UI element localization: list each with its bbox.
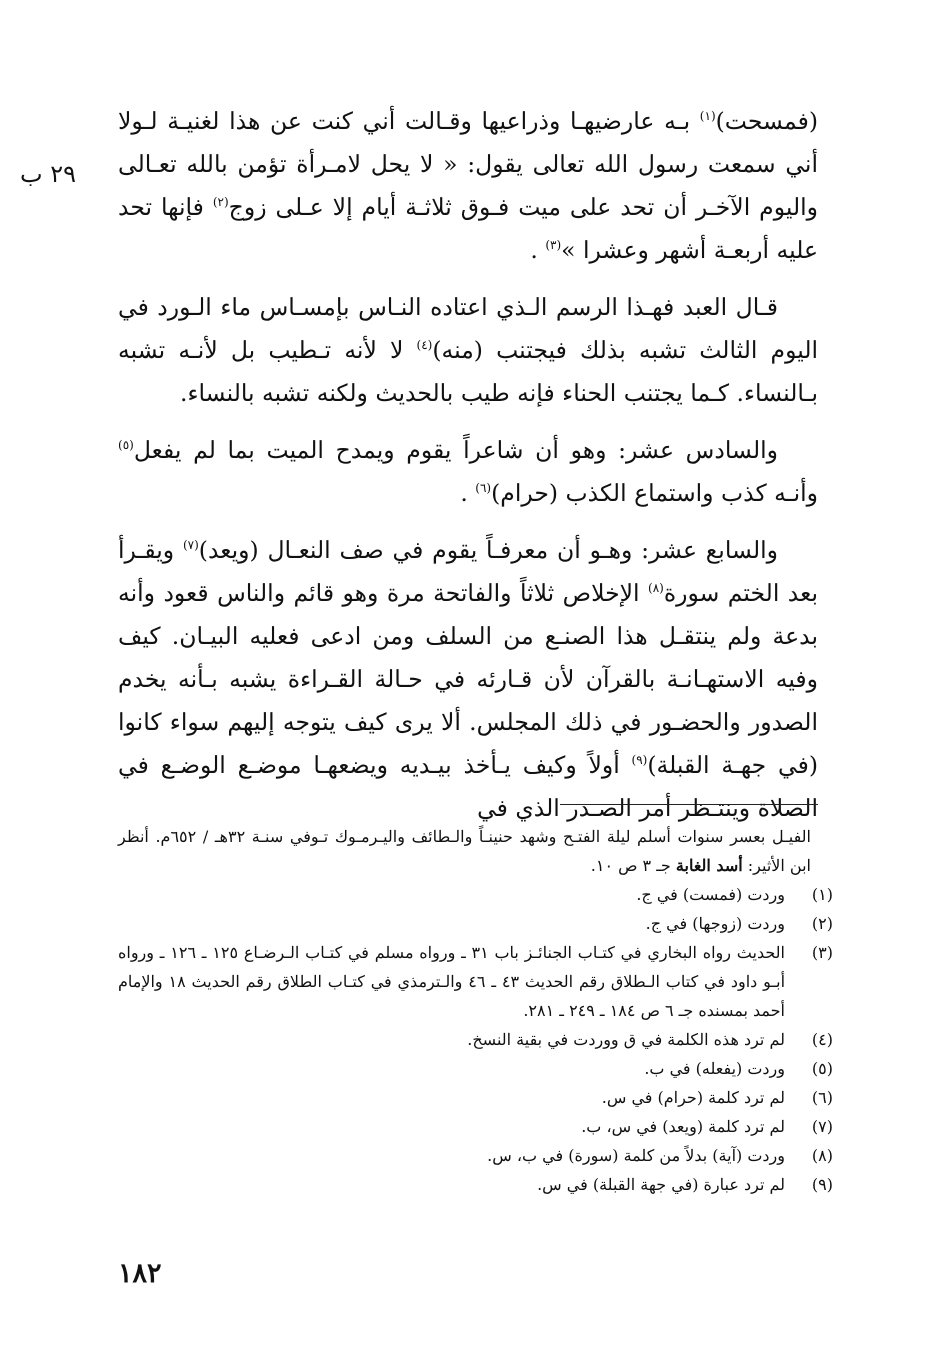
- paragraph-text: بـه عارضيهـا وذراعيها وقـالت أني كنت عن هذا لغنيـة لـولا أني سمعت رسول الله تعالى يقول: « لا يحل لامـرأة تؤمن بالله تعـالى واليوم الآخـر أن تحد على ميت فـوق ثلاثـة أيام إلا عـلى زوج: [118, 107, 818, 221]
- footnote-marker: (٨): [648, 581, 664, 596]
- footnote-marker: (٤): [416, 338, 433, 353]
- paragraph: [118, 529, 818, 830]
- footnote-text: وردت (زوجها) في ج.: [645, 914, 785, 933]
- footnote-number: (٤): [811, 1030, 833, 1049]
- paragraph: [118, 100, 818, 272]
- paragraph-text: لا لأنه تـطيب بل لأنـه تشبه بـالنساء. كـما يجتنب الحناء فإنه طيب بالحديث ولكنه تشبه بالنساء.: [118, 336, 818, 407]
- footnote-text: الحديث رواه البخاري في كتـاب الجنائـز باب ٣١ ـ ورواه مسلم في كتـاب الـرضـاع ١٢٥ ـ ١٢٦ ـ ورواه أبـو داود في كتاب الـطلاق رقم الحديث ٤٣ ـ ٤٦ والـترمذي في كتـاب الطلاق رقم الحديث ١٨ والإمام أحمد بمسنده جـ ٦ ص ١٨٤ ـ ٢٤٩ ـ ٢٨١.: [118, 943, 786, 1020]
- footnote-continuation-text: الفيـل بعسر سنوات أسلم ليلة الفتـح وشهد حنينـاً والـطائف واليـرمـوك تـوفي سنـة ٣٢هـ / ٦٥٢م. أنظر ابن الأثير:: [118, 827, 811, 875]
- footnote: [118, 938, 833, 1025]
- footnote-list: [118, 880, 833, 1199]
- footnote-number: (٣): [811, 943, 833, 962]
- paragraph-text: أولاً وكيف يـأخذ بيـديه ويضعهـا موضـع الوضـع في الصلاة وينتـظر أمر الصـدر الذي في: [118, 751, 818, 822]
- book-title: أسد الغابة: [675, 856, 743, 875]
- paragraph-text: والسادس عشر: وهو أن شاعراً يقوم ويمدح الميت بما لم يفعل: [133, 436, 778, 464]
- footnote: [118, 1112, 833, 1141]
- footnote: [118, 909, 833, 938]
- paragraph-text: (فمسحت): [715, 107, 818, 135]
- paragraph: [118, 286, 818, 415]
- footnote-text: لم ترد عبارة (في جهة القبلة) في س.: [537, 1175, 785, 1194]
- footnote-number: (١): [811, 885, 833, 904]
- footnote-number: (٨): [811, 1146, 833, 1165]
- footnote-marker: (٢): [212, 195, 229, 210]
- paragraph-text: .: [460, 479, 476, 507]
- footnote-marker: (٩): [631, 753, 648, 768]
- footnote-number: (٩): [811, 1175, 833, 1194]
- footnote: [118, 880, 833, 909]
- footnote-marker: (٥): [118, 438, 134, 453]
- paragraph-text: قـال العبد فهـذا الرسم الـذي اعتاده النـاس بإمسـاس ماء الـورد في اليوم الثالث تشبه بذلك فيجتنب (منه): [118, 293, 819, 364]
- footnote-text: وردت (آية) بدلاً من كلمة (سورة) في ب، س.: [487, 1146, 785, 1165]
- paragraph-text: ويقـرأ بعد الختم سورة: [118, 536, 818, 607]
- page-number: ١٨٢: [118, 1258, 162, 1289]
- footnote-separator: [560, 804, 818, 805]
- paragraph-text: وأنـه كذب واستماع الكذب (حرام): [491, 479, 818, 507]
- footnote-marker: (٦): [475, 481, 492, 496]
- footnote-text: لم ترد كلمة (ويعد) في س، ب.: [581, 1117, 785, 1136]
- footnote: [118, 1083, 833, 1112]
- footnote-text: وردت (فمست) في ج.: [636, 885, 785, 904]
- footnote-number: (٧): [811, 1117, 833, 1136]
- footnote-continuation-end: جـ ٣ ص ١٠.: [590, 856, 671, 875]
- paragraph-text: .: [530, 236, 546, 264]
- footnote-number: (٦): [811, 1088, 833, 1107]
- footnote-marker: (٧): [182, 538, 199, 553]
- footnote-text: لم ترد كلمة (حرام) في س.: [601, 1088, 785, 1107]
- paragraph: [118, 429, 818, 515]
- footnote-text: وردت (يفعله) في ب.: [644, 1059, 785, 1078]
- footnotes-section: [118, 822, 833, 1199]
- footnote: [118, 1170, 833, 1199]
- footnote: [118, 1025, 833, 1054]
- main-text: [118, 100, 818, 844]
- paragraph-text: فإنها تحد عليه أربعـة أشهر وعشرا »: [118, 193, 818, 264]
- footnote-number: (٢): [811, 914, 833, 933]
- footnote: [118, 1054, 833, 1083]
- margin-folio-note: ٢٩ ب: [20, 160, 77, 188]
- paragraph-text: والسابع عشر: وهـو أن معرفـاً يقوم في صف النعـال (ويعد): [198, 536, 778, 564]
- footnote-number: (٥): [811, 1059, 833, 1078]
- footnote-marker: (١): [699, 109, 716, 124]
- paragraph-text: الإخلاص ثلاثاً والفاتحة مرة وهو قائم والناس قعود وأنه بدعة ولم ينتقـل هذا الصنـع من السلف ومن ادعى فعليه البيـان. كيف وفيه الاستهـانـة بالقرآن لأن قـارئه في حـالة القـراءة يشبه بـأنه يخدم الصدور والحضـور في ذلك المجلس. ألا يرى كيف يتوجه إليهم سواء كانوا (في جهـة القبلة): [118, 579, 818, 779]
- footnote-marker: (٣): [545, 238, 562, 253]
- footnote-text: لم ترد هذه الكلمة في ق ووردت في بقية النسخ.: [467, 1030, 785, 1049]
- footnote: [118, 1141, 833, 1170]
- footnote-continuation: [118, 822, 833, 880]
